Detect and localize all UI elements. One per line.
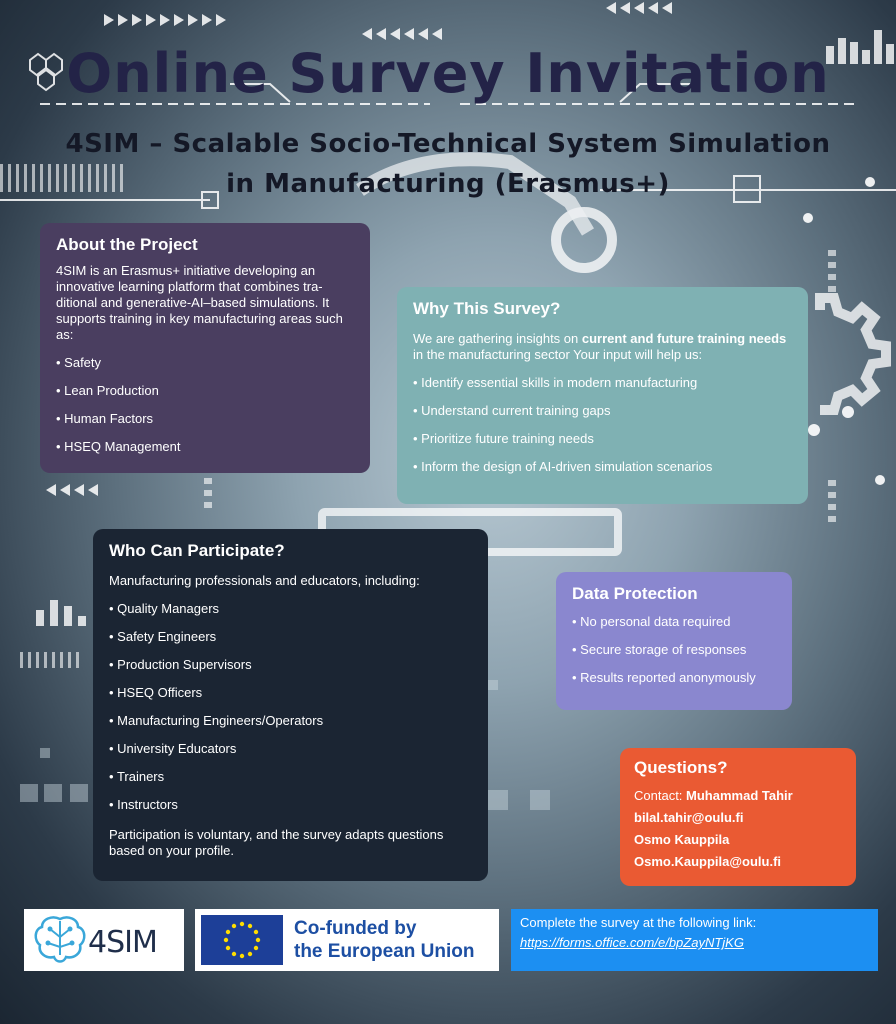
why-list	[413, 375, 792, 475]
list-item: • Identify essential skills in modern manufacturing	[413, 375, 792, 391]
why-intro-end: in the manufacturing sector Your input will help us:	[413, 347, 703, 362]
list-item: • Production Supervisors	[109, 657, 472, 673]
list-item: • HSEQ Officers	[109, 685, 472, 701]
list-item: • Human Factors	[56, 411, 354, 427]
contact1-email[interactable]: bilal.tahir@oulu.fi	[634, 810, 744, 825]
who-footer: Participation is voluntary, and the survey adapts questions based on your profile.	[109, 827, 444, 858]
why-intro-start: We are gathering insights on	[413, 331, 582, 346]
questions-heading: Questions?	[634, 758, 728, 777]
contact2-email[interactable]: Osmo.Kauppila@oulu.fi	[634, 854, 782, 869]
list-item: • Safety Engineers	[109, 629, 472, 645]
survey-link[interactable]: https://forms.office.com/e/bpZayNTjKG	[520, 935, 744, 950]
list-item: • Prioritize future training needs	[413, 431, 792, 447]
about-body: 4SIM is an Erasmus+ initiative developing an innovative learning platform that combines tra-ditional and generative-AI–based simulations. It supports training in key manufacturing areas such as:	[56, 263, 343, 342]
contact2-name: Osmo Kauppila	[634, 832, 730, 847]
contact-label: Contact:	[634, 788, 687, 803]
list-item: • HSEQ Management	[56, 439, 354, 455]
brain-circuit-icon	[30, 913, 90, 967]
list-item: • Quality Managers	[109, 601, 472, 617]
survey-link-box	[511, 909, 878, 971]
contact-line	[634, 788, 842, 804]
list-item: • University Educators	[109, 741, 472, 757]
why-intro-emphasis: current and future training needs	[581, 331, 787, 346]
why-survey-card	[397, 287, 808, 504]
list-item: • Safety	[56, 355, 354, 371]
list-item: • Secure storage of responses	[572, 642, 776, 658]
eu-flag-icon	[201, 915, 283, 965]
data-protection-heading: Data Protection	[572, 584, 698, 603]
list-item: • Understand current training gaps	[413, 403, 792, 419]
about-list	[56, 355, 354, 455]
subtitle-line-2: in Manufacturing (Erasmus+)	[226, 169, 670, 199]
list-item: • No personal data required	[572, 614, 776, 630]
subtitle-line-1: 4SIM – Scalable Socio-Technical System Simulation	[65, 129, 831, 159]
about-project-card	[40, 223, 370, 473]
who-heading: Who Can Participate?	[109, 541, 285, 560]
eu-line-2: the European Union	[294, 941, 475, 962]
survey-link-intro: Complete the survey at the following link:	[520, 915, 757, 930]
data-protection-card	[556, 572, 792, 710]
list-item: • Lean Production	[56, 383, 354, 399]
contact1-name: Muhammad Tahir	[686, 788, 793, 803]
why-intro	[413, 331, 792, 363]
4sim-logo-text: 4SIM	[88, 925, 157, 960]
list-item: • Trainers	[109, 769, 472, 785]
4sim-logo	[24, 909, 184, 971]
why-heading: Why This Survey?	[413, 299, 561, 318]
about-heading: About the Project	[56, 235, 198, 254]
list-item: • Manufacturing Engineers/Operators	[109, 713, 472, 729]
eu-cofunded-logo	[195, 909, 499, 971]
who-list	[109, 601, 472, 813]
list-item: • Results reported anonymously	[572, 670, 776, 686]
who-participate-card	[93, 529, 488, 881]
page-subtitle	[0, 124, 896, 204]
who-intro: Manufacturing professionals and educators, including:	[109, 573, 420, 588]
data-protection-list	[572, 614, 776, 686]
eu-cofunded-text	[294, 917, 475, 963]
list-item: • Inform the design of AI-driven simulation scenarios	[413, 459, 792, 475]
questions-card	[620, 748, 856, 886]
page-title: Online Survey Invitation	[66, 42, 830, 105]
eu-line-1: Co-funded by	[294, 918, 417, 939]
list-item: • Instructors	[109, 797, 472, 813]
